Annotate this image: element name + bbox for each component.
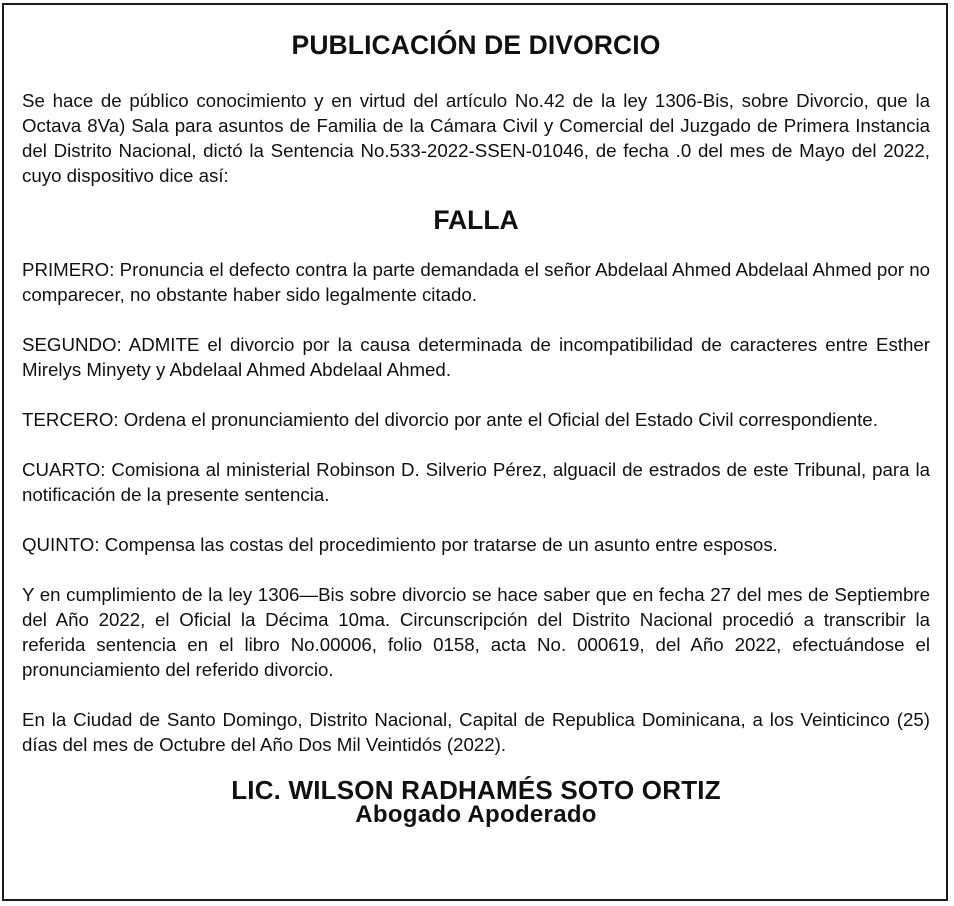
notice-content <box>22 29 930 827</box>
intro-paragraph: Se hace de público conocimiento y en virtud del artículo No.42 de la ley 1306-Bis, sobre Divorcio, que la Octava 8Va) Sala para asuntos de Familia de la Cámara Civil y Comercial del Juzgado de Primera Instancia del Distrito Nacional, dictó la Sentencia No.533-2022-SSEN-01046, de fecha .0 del mes de Mayo del 2022, cuyo dispositivo dice así: <box>22 90 930 186</box>
clause-segundo: SEGUNDO: ADMITE el divorcio por la causa determinada de incompatibilidad de caracteres entre Esther Mirelys Minyety y Abdelaal Ahmed Abdelaal Ahmed. <box>22 334 930 380</box>
clause-tercero: TERCERO: Ordena el pronunciamiento del divorcio por ante el Oficial del Estado Civil correspondiente. <box>22 409 878 430</box>
compliance-paragraph: Y en cumplimiento de la ley 1306—Bis sobre divorcio se hace saber que en fecha 27 del mes de Septiembre del Año 2022, el Oficial la Décima 10ma. Circunscripción del Distrito Nacional procedió a transcribir la referida sentencia en el libro No.00006, folio 0158, acta No. 000619, del Año 2022, efectuándose el pronunciamiento del referido divorcio. <box>22 584 930 680</box>
notice-title: PUBLICACIÓN DE DIVORCIO <box>291 30 661 60</box>
signature-role: Abogado Apoderado <box>355 801 597 828</box>
notice-frame <box>2 3 948 901</box>
falla-heading: FALLA <box>433 205 519 235</box>
place-date-paragraph: En la Ciudad de Santo Domingo, Distrito Nacional, Capital de Republica Dominicana, a los Veinticinco (25) días del mes de Octubre del Año Dos Mil Veintidós (2022). <box>22 709 930 755</box>
signature-block <box>22 777 930 827</box>
clause-quinto: QUINTO: Compensa las costas del procedimiento por tratarse de un asunto entre esposos. <box>22 534 778 555</box>
signature-name: LIC. WILSON RADHAMÉS SOTO ORTIZ <box>231 775 721 805</box>
clause-primero: PRIMERO: Pronuncia el defecto contra la parte demandada el señor Abdelaal Ahmed Abdelaal Ahmed por no comparecer, no obstante haber sido legalmente citado. <box>22 259 930 305</box>
clause-cuarto: CUARTO: Comisiona al ministerial Robinson D. Silverio Pérez, alguacil de estrados de este Tribunal, para la notificación de la presente sentencia. <box>22 459 930 505</box>
